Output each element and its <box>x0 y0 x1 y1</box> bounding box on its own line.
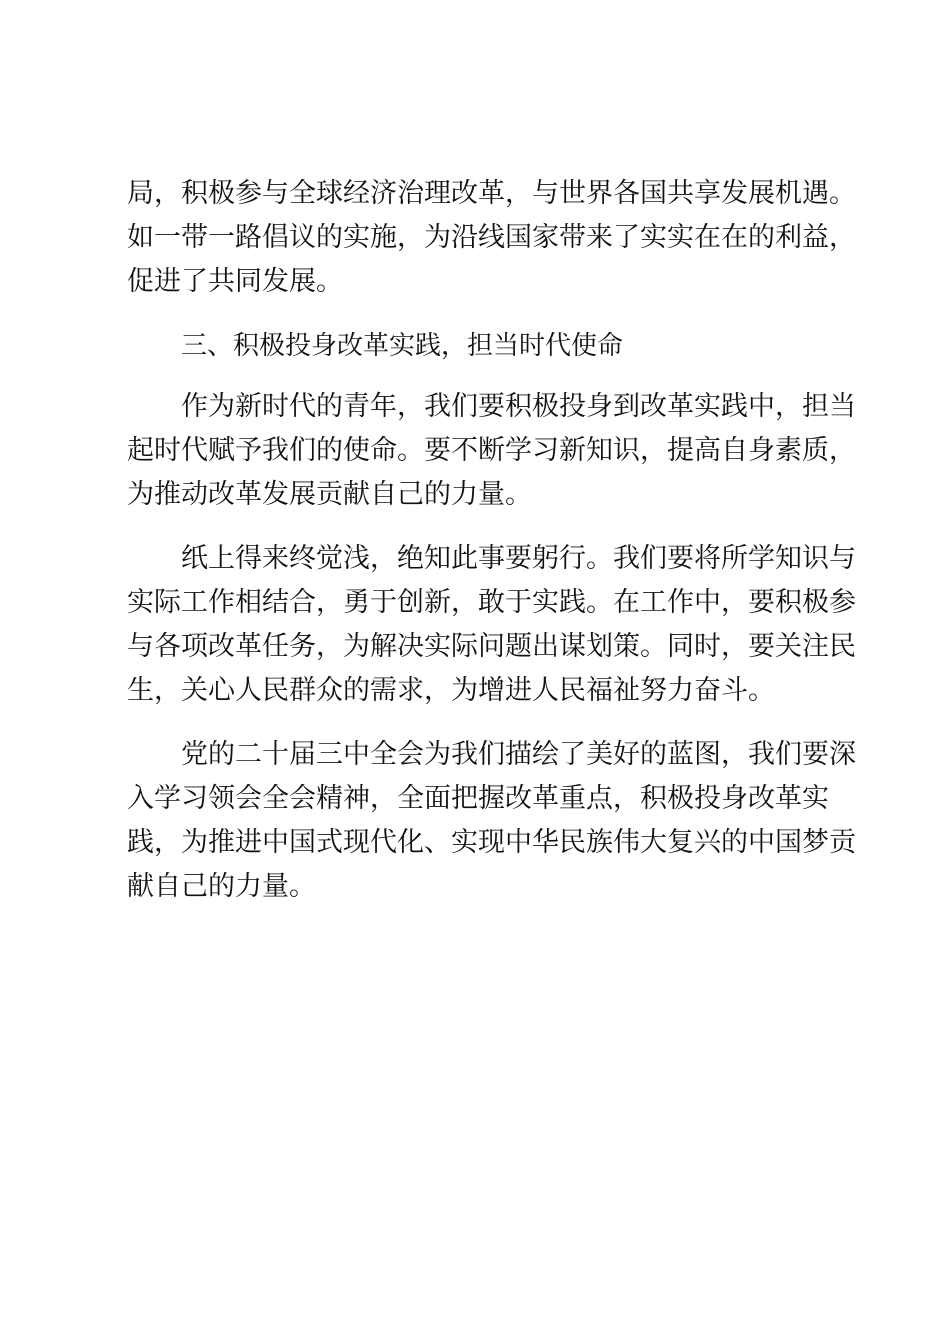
paragraph-line: 作为新时代的青年，我们要积极投身到改革实践中，担当 <box>181 391 856 422</box>
paragraph-youth-mission <box>127 385 856 517</box>
paragraph-line: 纸上得来终觉浅，绝知此事要躬行。我们要将所学知识与 <box>181 543 856 574</box>
paragraph-practice <box>127 537 856 713</box>
paragraph-line: 生，关心人民群众的需求，为增进人民福祉努力奋斗。 <box>127 675 775 706</box>
paragraph-global-governance <box>127 172 856 304</box>
paragraph-conclusion <box>127 733 856 909</box>
section-heading: 三、积极投身改革实践，担当时代使命 <box>181 331 624 361</box>
paragraph-line: 如一带一路倡议的实施，为沿线国家带来了实实在在的利益， <box>127 222 856 253</box>
paragraph-line: 为推动改革发展贡献自己的力量。 <box>127 479 532 510</box>
paragraph-line: 党的二十届三中全会为我们描绘了美好的蓝图，我们要深 <box>181 739 856 770</box>
paragraph-line: 与各项改革任务，为解决实际问题出谋划策。同时，要关注民 <box>127 631 856 662</box>
paragraph-line: 实际工作相结合，勇于创新，敢于实践。在工作中，要积极参 <box>127 587 856 618</box>
paragraph-line: 践，为推进中国式现代化、实现中华民族伟大复兴的中国梦贡 <box>127 827 856 858</box>
paragraph-line: 入学习领会全会精神，全面把握改革重点，积极投身改革实 <box>127 783 829 814</box>
paragraph-line: 局，积极参与全球经济治理改革，与世界各国共享发展机遇。 <box>127 178 856 209</box>
document-body <box>127 172 856 929</box>
paragraph-line: 促进了共同发展。 <box>127 266 343 297</box>
paragraph-line: 献自己的力量。 <box>127 871 316 902</box>
paragraph-line: 起时代赋予我们的使命。要不断学习新知识，提高自身素质， <box>127 435 856 466</box>
